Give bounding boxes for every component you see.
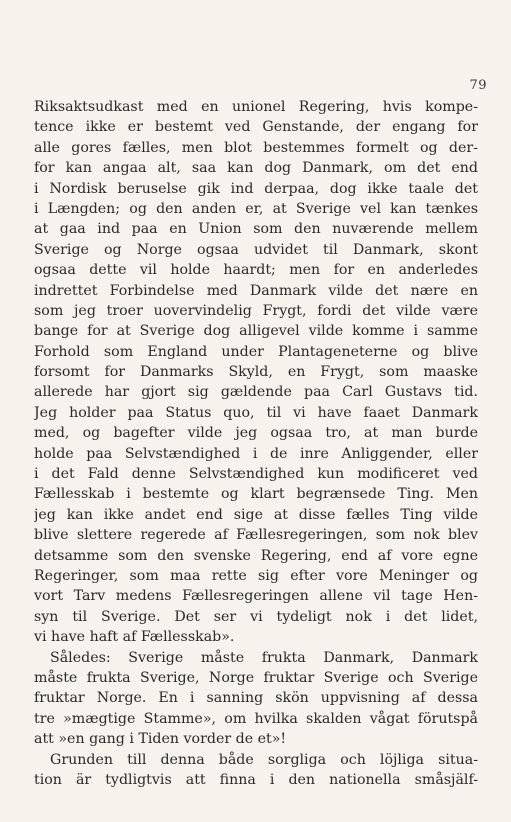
text-line: alle gores fælles, men blot bestemmes formelt og der- — [34, 139, 478, 156]
text-line: Jeg holder paa Status quo, til vi have faaet Danmark — [34, 404, 478, 421]
text-line: holde paa Selvstændighed i de inre Anliggender, eller — [34, 445, 478, 462]
text-line: Sverige og Norge ogsaa udvidet til Danmark, skont — [34, 241, 478, 258]
text-line: att »en gang i Tiden vorder de et»! — [34, 731, 287, 748]
text-line: som jeg troer uovervindelig Frygt, fordi det vilde være — [34, 302, 478, 319]
text-line: tion är tydligtvis att finna i den nationella småsjälf- — [34, 771, 478, 788]
text-line: vort Tarv medens Fællesregeringen allene vil tage Hen- — [34, 588, 478, 605]
text-line: Riksaktsudkast med en unionel Regering, hvis kompe- — [34, 99, 478, 115]
text-line: Regeringer, som maa rette sig efter vore Meninger og — [34, 567, 478, 584]
text-line: detsamme som den svenske Regering, end af vore egne — [34, 547, 478, 564]
text-line: blive slettere regerede af Fællesregeringen, som nok blev — [34, 527, 478, 544]
text-line: fruktar Norge. En i sanning skön uppvisning af dessa — [34, 690, 478, 707]
text-line: at gaa ind paa en Union som den nuværende mellem — [34, 221, 478, 238]
text-line: i det Fald denne Selvstændighed kun modificeret ved — [34, 466, 478, 483]
text-line: tence ikke er bestemt ved Genstande, der engang for — [34, 119, 478, 136]
text-line: vi have haft af Fællesskab». — [34, 629, 235, 646]
text-line: ogsaa dette vil holde haardt; men for en anderledes — [34, 262, 478, 279]
body-text — [34, 97, 478, 790]
text-line: bange for at Sverige dog alligevel vilde komme i samme — [34, 323, 478, 340]
text-line: i Nordisk beruselse gik ind derpaa, dog ikke taale det — [34, 180, 478, 197]
text-line: indrettet Forbindelse med Danmark vilde det nære en — [34, 282, 478, 299]
text-line: med, og bagefter vilde jeg ogsaa tro, at man burde — [34, 425, 478, 442]
text-line: Således: Sverige måste frukta Danmark, Danmark — [50, 649, 478, 666]
text-line: for kan angaa alt, saa kan dog Danmark, om det end — [34, 160, 478, 177]
text-line: syn til Sverige. Det ser vi tydeligt nok i det lidet, — [34, 608, 478, 625]
text-line: allerede har gjort sig gældende paa Carl Gustavs tid. — [34, 384, 478, 401]
text-line: forsomt for Danmarks Skyld, en Frygt, som maaske — [34, 364, 478, 381]
text-line: jeg kan ikke andet end sige at disse fælles Ting vilde — [34, 506, 478, 523]
page-number: 79 — [469, 78, 487, 93]
text-line: Forhold som England under Plantageneterne og blive — [34, 343, 478, 360]
text-line: i Længden; og den anden er, at Sverige vel kan tænkes — [34, 200, 478, 217]
text-line: Fællesskab i bestemte og klart begrænsede Ting. Men — [34, 486, 478, 503]
text-line: Grunden till denna både sorgliga och löjliga situa- — [50, 751, 478, 768]
text-line: måste frukta Sverige, Norge fruktar Sverige och Sverige — [34, 669, 478, 686]
text-line: tre »mægtige Stamme», om hvilka skalden vågat förutspå — [34, 710, 478, 727]
